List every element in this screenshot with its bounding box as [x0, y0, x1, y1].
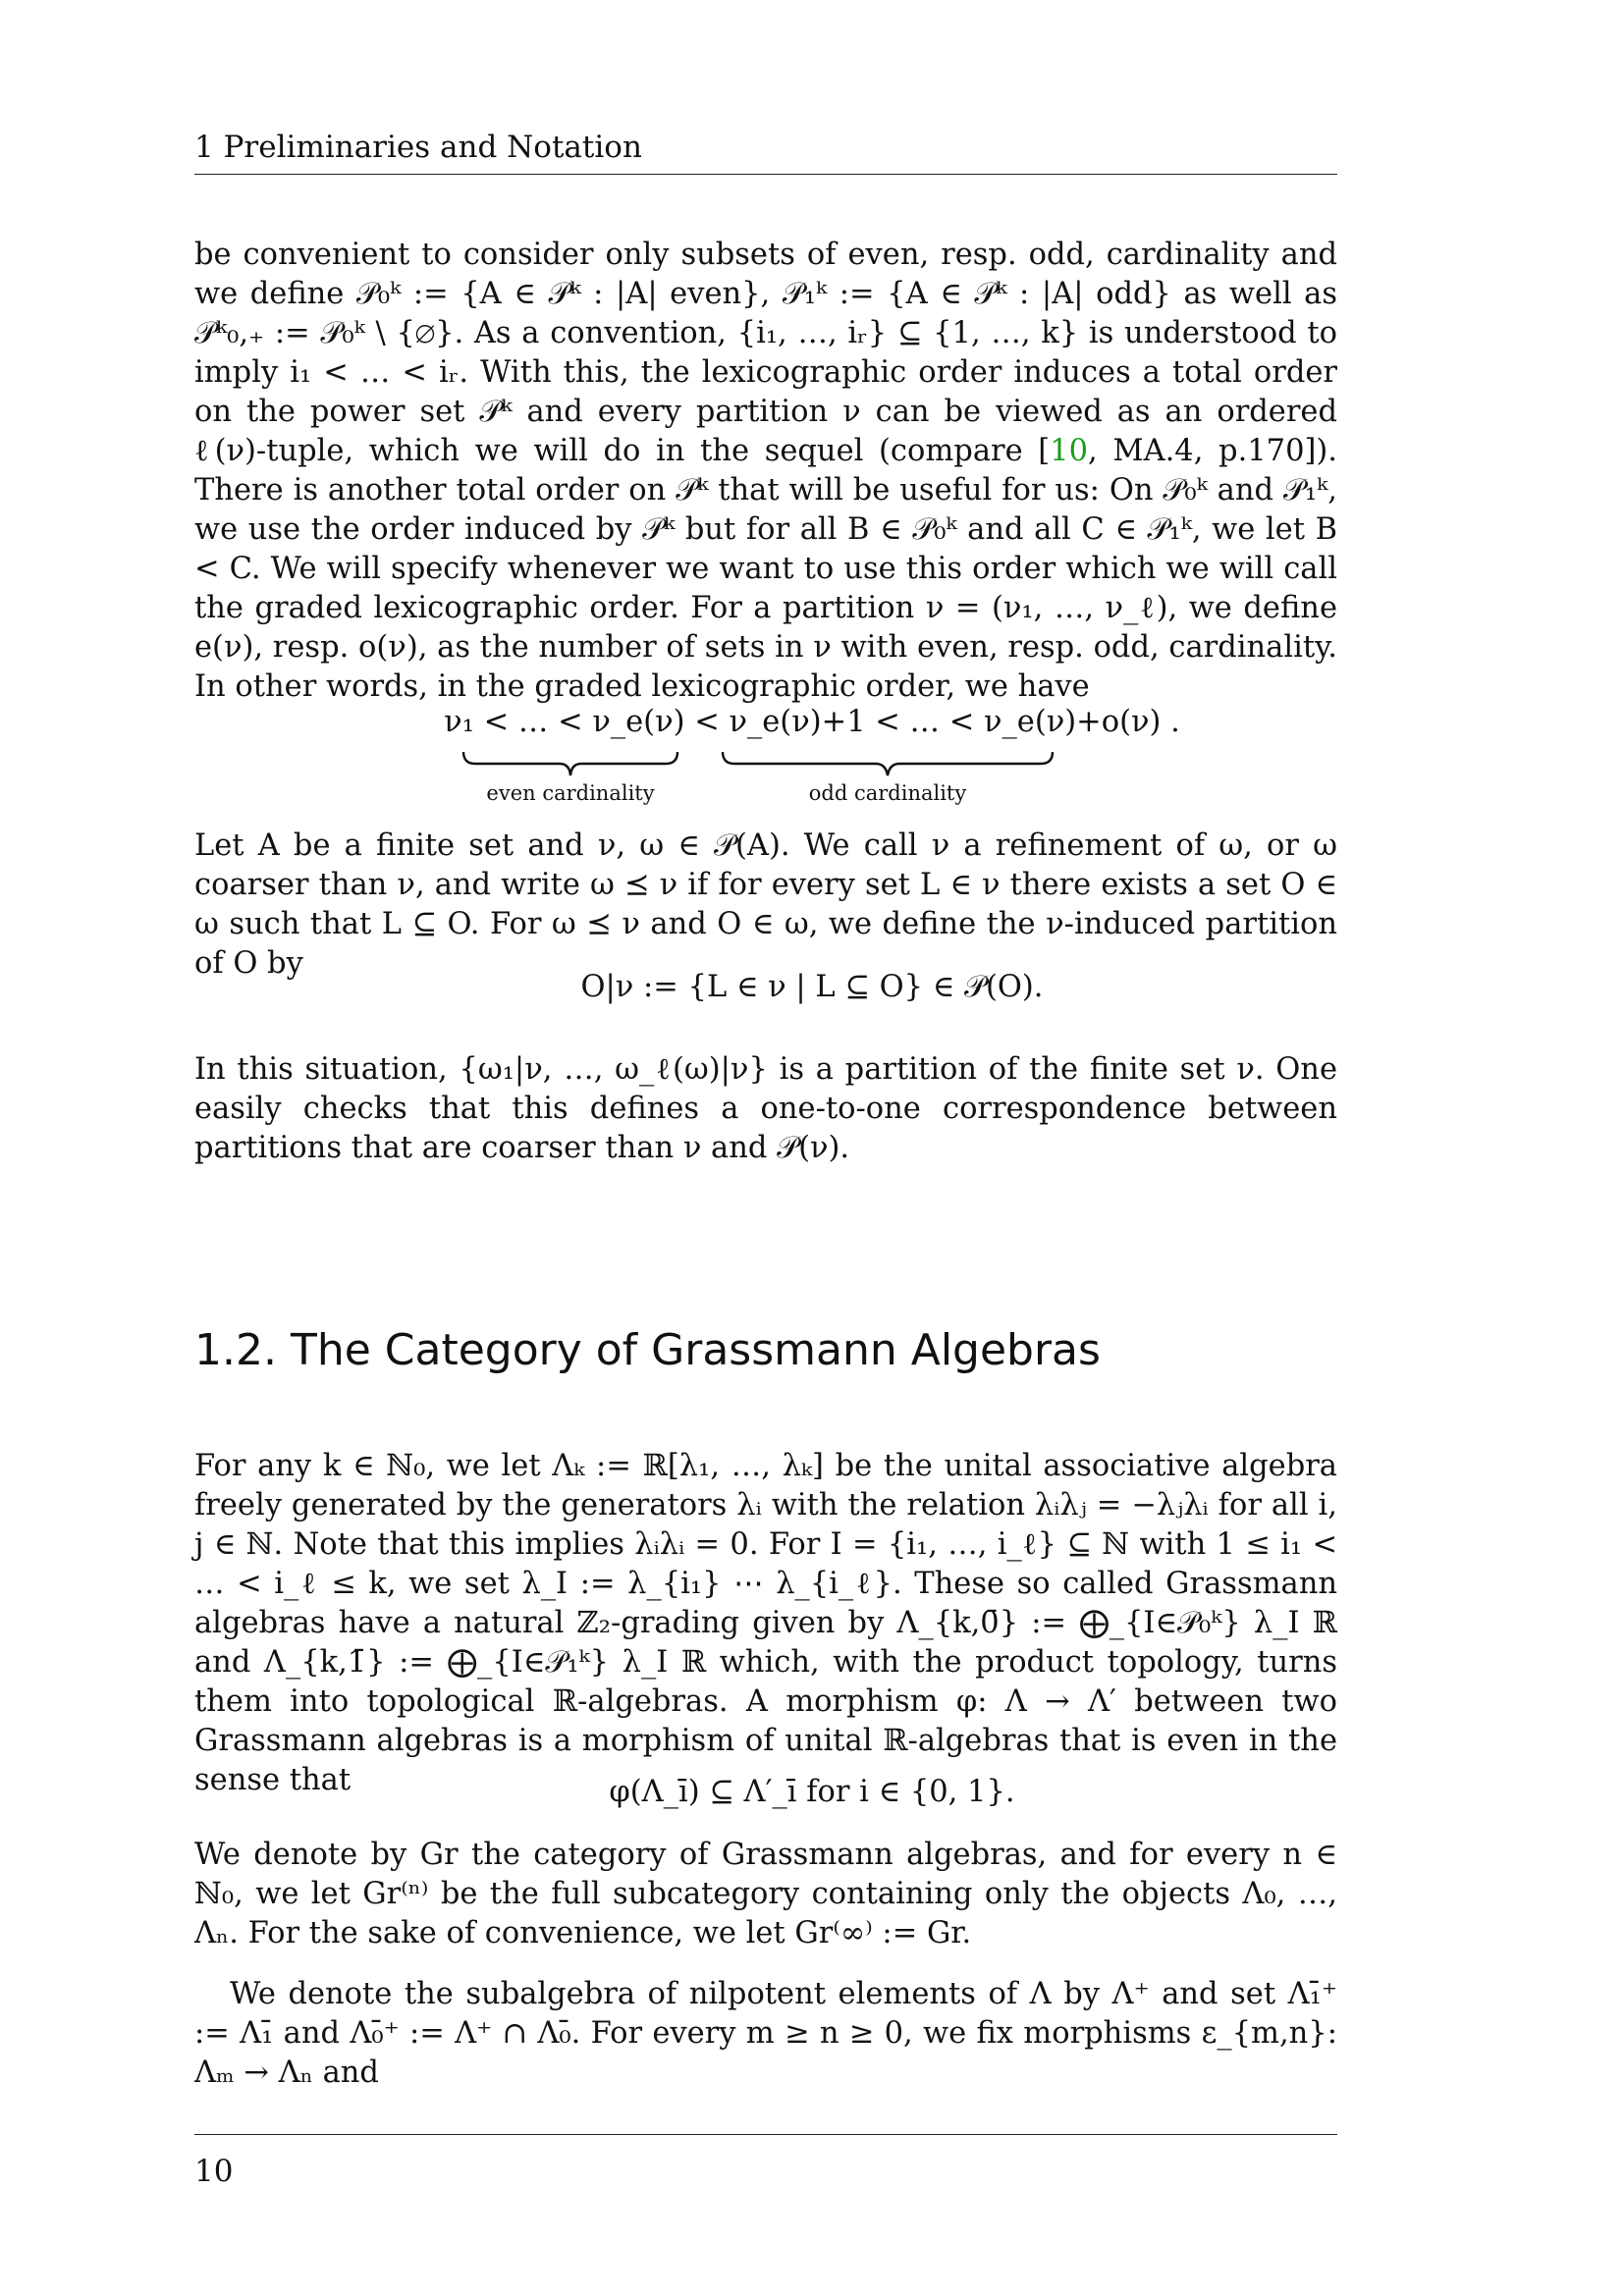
display-morphism-condition: φ(Λ_ī) ⊆ Λ′_ī for i ∈ {0, 1}.	[609, 1775, 1015, 1809]
underbrace-even	[461, 750, 679, 779]
paragraph-text: Let A be a finite set and ν, ω ∈ 𝒫(A). We call ν a refinement of ω, or ω coarser than ν, and write ω ⪯ ν if for every set L ∈ ν there exists a set O ∈ ω such that L ⊆ O. For ω ⪯ ν and O ∈ ω, we define the ν-induced partition of O by	[194, 828, 1337, 981]
page-number: 10	[194, 2154, 234, 2189]
paragraph-ordering	[194, 236, 1337, 707]
paragraph-grassmann	[194, 1447, 1337, 1800]
underbrace-odd	[721, 750, 1055, 779]
paragraph-category	[194, 1836, 1337, 1953]
underbrace-row	[0, 750, 1624, 805]
paragraph-text: We denote the subalgebra of nilpotent elements of Λ by Λ⁺ and set Λ₁̄⁺ := Λ₁̄ and Λ₀̄⁺ := Λ⁺ ∩ Λ₀̄. For every m ≥ n ≥ 0, we fix morphisms ε_{m,n}: Λₘ → Λₙ and	[194, 1977, 1337, 2090]
section-heading: 1.2. The Category of Grassmann Algebras	[194, 1325, 1101, 1375]
paragraph-text: In this situation, {ω₁|ν, …, ω_ℓ(ω)|ν} is a partition of the finite set ν. One easily checks that this defines a one-to-one correspondence between partitions that are coarser than ν and 𝒫(ν).	[194, 1052, 1337, 1165]
paragraph-nilpotent	[194, 1975, 1337, 2093]
citation-link[interactable]: 10	[1050, 434, 1088, 468]
paragraph-text: For any k ∈ ℕ₀, we let Λₖ := ℝ[λ₁, …, λₖ] be the unital associative algebra freely generated by the generators λᵢ with the relation λᵢλⱼ = −λⱼλᵢ for all i, j ∈ ℕ. Note that this implies λᵢλᵢ = 0. For I = {i₁, …, i_ℓ} ⊆ ℕ with 1 ≤ i₁ < … < i_ℓ ≤ k, we set λ_I := λ_{i₁} ⋯ λ_{i_ℓ}. These so called Grassmann algebras have a natural ℤ₂-grading given by Λ_{k,0̄} := ⨁_{I∈𝒫₀ᵏ} λ_I ℝ and Λ_{k,1̄} := ⨁_{I∈𝒫₁ᵏ} λ_I ℝ which, with the product topology, turns them into topological ℝ-algebras. A morphism φ: Λ → Λ′ between two Grassmann algebras is a morphism of unital ℝ-algebras that is even in the sense that	[194, 1449, 1337, 1797]
paragraph-text: be convenient to consider only subsets of even, resp. odd, cardinality and we define 𝒫₀ᵏ := {A ∈ 𝒫ᵏ : |A| even}, 𝒫₁ᵏ := {A ∈ 𝒫ᵏ : |A| odd} as well as 𝒫ᵏ₀,₊ := 𝒫₀ᵏ \ {∅}. As a convention, {i₁, …, iᵣ} ⊆ {1, …, k} is understood to imply i₁ < … < iᵣ. With this, the lexicographic order induces a total order on the power set 𝒫ᵏ and every partition ν can be viewed as an ordered ℓ(ν)-tuple, which we will do in the sequel (compare [10, MA.4, p.170]). There is another total order on 𝒫ᵏ that will be useful for us: On 𝒫₀ᵏ and 𝒫₁ᵏ, we use the order induced by 𝒫ᵏ but for all B ∈ 𝒫₀ᵏ and all C ∈ 𝒫₁ᵏ, we let B < C. We will specify whenever we want to use this order which we will call the graded lexicographic order. For a partition ν = (ν₁, …, ν_ℓ), we define e(ν), resp. o(ν), as the number of sets in ν with even, resp. odd, cardinality. In other words, in the graded lexicographic order, we have	[194, 238, 1337, 704]
header-rule	[194, 174, 1337, 175]
display-induced-partition: O|ν := {L ∈ ν | L ⊆ O} ∈ 𝒫(O).	[580, 970, 1044, 1004]
brace-label-even: even cardinality	[486, 781, 655, 805]
display-order-equation: ν₁ < … < ν_e(ν) < ν_e(ν)+1 < … < ν_e(ν)+o(ν) .	[444, 705, 1180, 739]
footer-rule	[194, 2134, 1337, 2135]
paragraph-text: We denote by Gr the category of Grassmann algebras, and for every n ∈ ℕ₀, we let Gr⁽ⁿ⁾ be the full subcategory containing only the objects Λ₀, …, Λₙ. For the sake of convenience, we let Gr⁽∞⁾ := Gr.	[194, 1838, 1337, 1950]
paragraph-refinement	[194, 827, 1337, 984]
brace-label-odd: odd cardinality	[808, 781, 967, 805]
paragraph-correspondence	[194, 1050, 1337, 1168]
running-head: 1 Preliminaries and Notation	[194, 130, 642, 165]
